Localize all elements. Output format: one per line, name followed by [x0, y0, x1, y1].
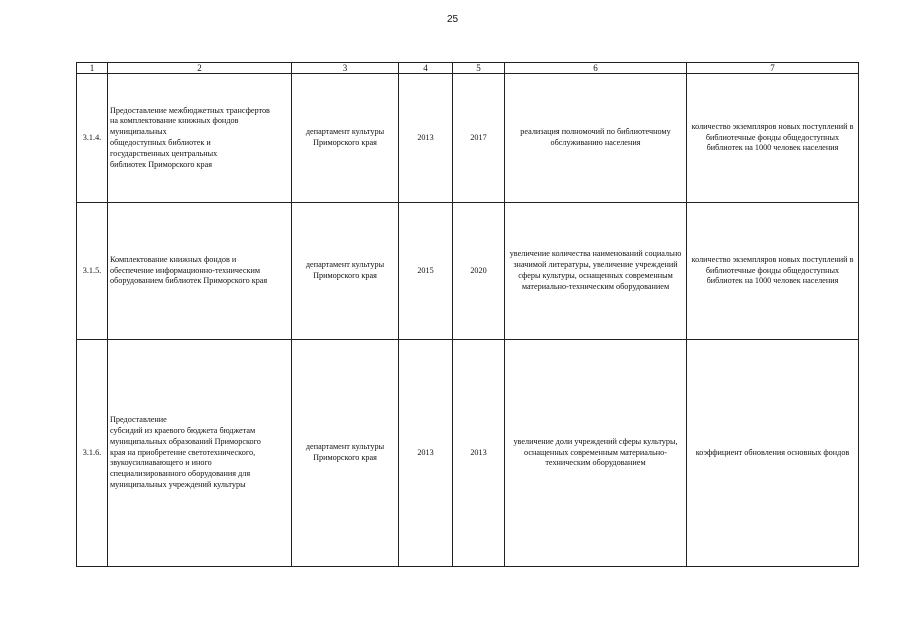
activity-name-line: Предоставление межбюджетных трансфертов	[110, 105, 270, 115]
column-number: 2	[108, 63, 292, 74]
activity-name	[108, 203, 292, 340]
activity-number: 3.1.4.	[77, 74, 108, 203]
start-year: 2015	[399, 203, 453, 340]
end-year: 2013	[453, 340, 505, 567]
activity-name-line: Комплектование книжных фондов и	[110, 254, 237, 264]
expected-result: увеличение доли учреждений сферы культуры, оснащенных современным материально-техническим оборудованием	[505, 340, 687, 567]
activity-name-line: на комплектование книжных фондов	[110, 116, 239, 126]
program-activities-table	[76, 62, 859, 567]
activity-name-line: субсидий из краевого бюджета бюджетам	[110, 425, 256, 435]
activity-name-line: обеспечение информационно-техническим	[110, 265, 261, 275]
expected-result: увеличение количества наименований социально значимой литературы, увеличение учреждений сферы культуры, оснащенных современным материально-техническим оборудованием	[505, 203, 687, 340]
table-row	[77, 74, 859, 203]
column-number: 6	[505, 63, 687, 74]
activity-name-line: Предоставление	[110, 415, 167, 425]
activity-name-line: муниципальных образований Приморского	[110, 436, 261, 446]
column-number: 5	[453, 63, 505, 74]
activity-name-line: оборудованием библиотек Приморского края	[110, 276, 268, 286]
target-indicator: коэффициент обновления основных фондов	[687, 340, 859, 567]
page-number: 25	[446, 14, 459, 25]
activity-name-line: общедоступных библиотек и	[110, 138, 211, 147]
activity-name-line: муниципальных учреждений культуры	[110, 480, 246, 490]
start-year: 2013	[399, 74, 453, 203]
target-indicator: количество экземпляров новых поступлений в библиотечные фонды общедоступных библиотек на 1000 человек населения	[687, 74, 859, 203]
table-row	[77, 340, 859, 567]
column-number: 4	[399, 63, 453, 74]
activity-name-line: государственных центральных	[110, 148, 218, 158]
activity-name-line: библиотек Приморского края	[110, 159, 213, 169]
activity-number: 3.1.5.	[77, 203, 108, 340]
activity-name-line: края на приобретение светотехнического,	[110, 447, 256, 457]
expected-result: реализация полномочий по библиотечному обслуживанию населения	[505, 74, 687, 203]
start-year: 2013	[399, 340, 453, 567]
activity-name-line: звукоусилиавающего и иного	[110, 458, 212, 468]
activity-name-line: муниципальных	[110, 127, 167, 137]
table-row	[77, 203, 859, 340]
responsible-executor: департамент культуры Приморского края	[292, 203, 399, 340]
activity-name	[108, 74, 292, 203]
responsible-executor: департамент культуры Приморского края	[292, 340, 399, 567]
activity-number: 3.1.6.	[77, 340, 108, 567]
column-number: 7	[687, 63, 859, 74]
responsible-executor: департамент культуры Приморского края	[292, 74, 399, 203]
column-number-row	[77, 63, 859, 74]
activity-name	[108, 340, 292, 567]
end-year: 2017	[453, 74, 505, 203]
column-number: 1	[77, 63, 108, 74]
target-indicator: количество экземпляров новых поступлений в библиотечные фонды общедоступных библиотек на 1000 человек населения	[687, 203, 859, 340]
activity-name-line: специализированного оборудования для	[110, 469, 251, 479]
end-year: 2020	[453, 203, 505, 340]
column-number: 3	[292, 63, 399, 74]
